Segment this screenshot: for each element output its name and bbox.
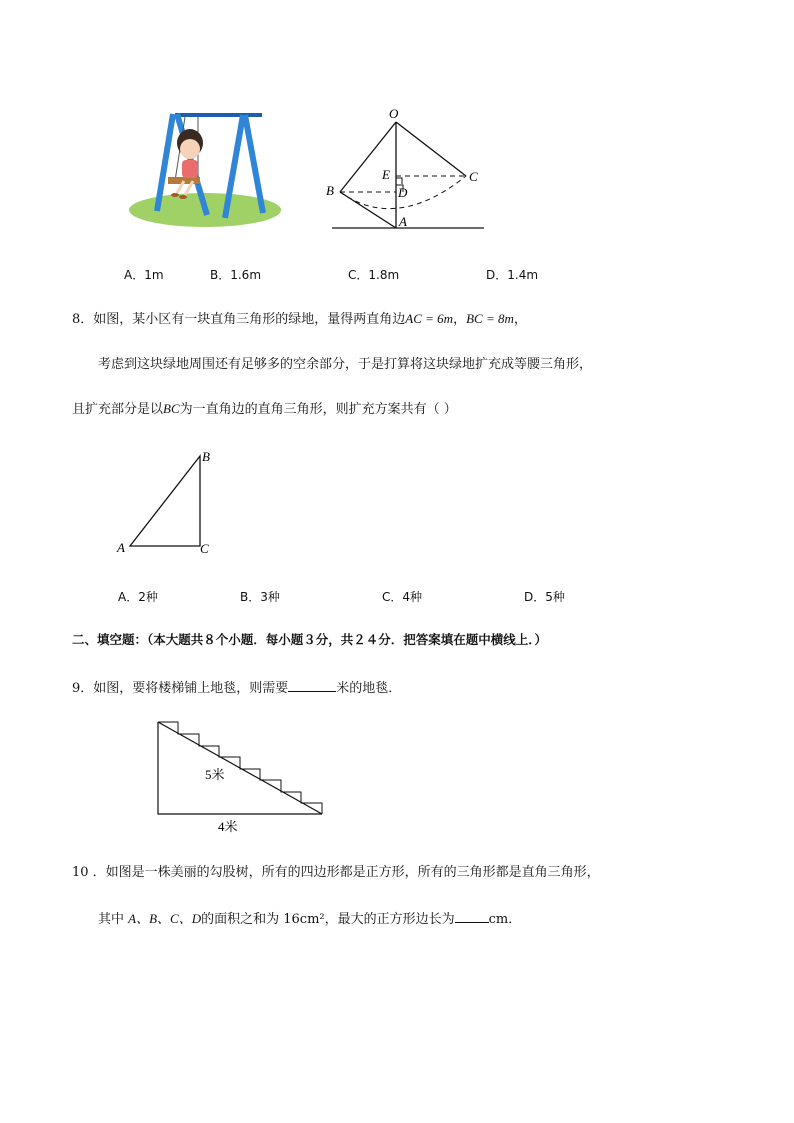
label-E: E: [382, 167, 390, 182]
q10-letters: A、B、C、D: [128, 911, 202, 926]
q8-line2: 考虑到这块绿地周围还有足够多的空余部分，于是打算将这块绿地扩充成等腰三角形，: [98, 357, 593, 372]
section2-heading: 二、填空题：（本大题共８个小题．每小题３分，共２４分．把答案填在题中横线上．）: [72, 632, 548, 647]
q10-line2: [98, 908, 521, 929]
q9-prefix: 9．如图，要将楼梯铺上地毯，则需要: [72, 681, 289, 696]
q7-option-c: C．1.8m: [348, 268, 400, 282]
q7-option-d: D．1.4m: [486, 268, 539, 282]
stairs-label-4m: 4米: [218, 819, 238, 834]
q9-answer-blank[interactable]: [288, 677, 336, 692]
q8-line1: [72, 310, 527, 329]
q8-line3-suffix: 为一直角边的直角三角形，则扩充方案共有（ ）: [179, 402, 457, 417]
label-B: B: [326, 183, 334, 198]
q8-option-c: C．4种: [382, 590, 423, 604]
label-C: C: [469, 169, 478, 184]
q8-line3-prefix: 且扩充部分是以: [72, 402, 164, 417]
q10-line2-suffix: cm．: [488, 912, 522, 927]
q8-line1-prefix: 8．如图，某小区有一块直角三角形的绿地，量得两直角边: [72, 312, 406, 327]
q8-option-b: B．3种: [240, 590, 280, 604]
swing-illustration: [125, 105, 285, 230]
label-A: A: [399, 214, 407, 229]
stairs-label-5m: 5米: [205, 767, 225, 782]
q8-comma1: ，: [453, 312, 467, 327]
q8-ac-eq: AC = 6m: [405, 311, 454, 326]
triangle-label-C: C: [200, 541, 209, 556]
q10-line2-prefix: 其中: [98, 912, 125, 927]
label-D: D: [398, 185, 408, 200]
label-O: O: [389, 106, 399, 121]
q9-suffix: 米的地毯．: [336, 681, 402, 696]
triangle-label-B: B: [202, 449, 210, 464]
triangle-label-A: A: [117, 540, 125, 555]
swing-geometry-diagram: [320, 104, 490, 234]
q10-answer-blank[interactable]: [455, 908, 489, 923]
q8-option-d: D．5种: [524, 590, 565, 604]
right-triangle-diagram: [112, 446, 222, 558]
q9-line: [72, 677, 401, 698]
q8-line3-bc: BC: [163, 401, 180, 416]
q8-comma2: ，: [513, 312, 527, 327]
q7-option-b: B．1.6m: [210, 268, 262, 282]
q7-option-a: A．1m: [124, 268, 164, 282]
q10-line1: 10 ．如图是一株美丽的勾股树，所有的四边形都是正方形，所有的三角形都是直角三角形，: [72, 865, 600, 880]
q8-line3: [72, 400, 457, 419]
q8-bc-eq: BC = 8m: [466, 311, 514, 326]
q10-line2-mid: 的面积之和为 16cm²，最大的正方形边长为: [201, 912, 455, 927]
q8-option-a: A．2种: [118, 590, 158, 604]
stairs-diagram: [150, 714, 330, 838]
